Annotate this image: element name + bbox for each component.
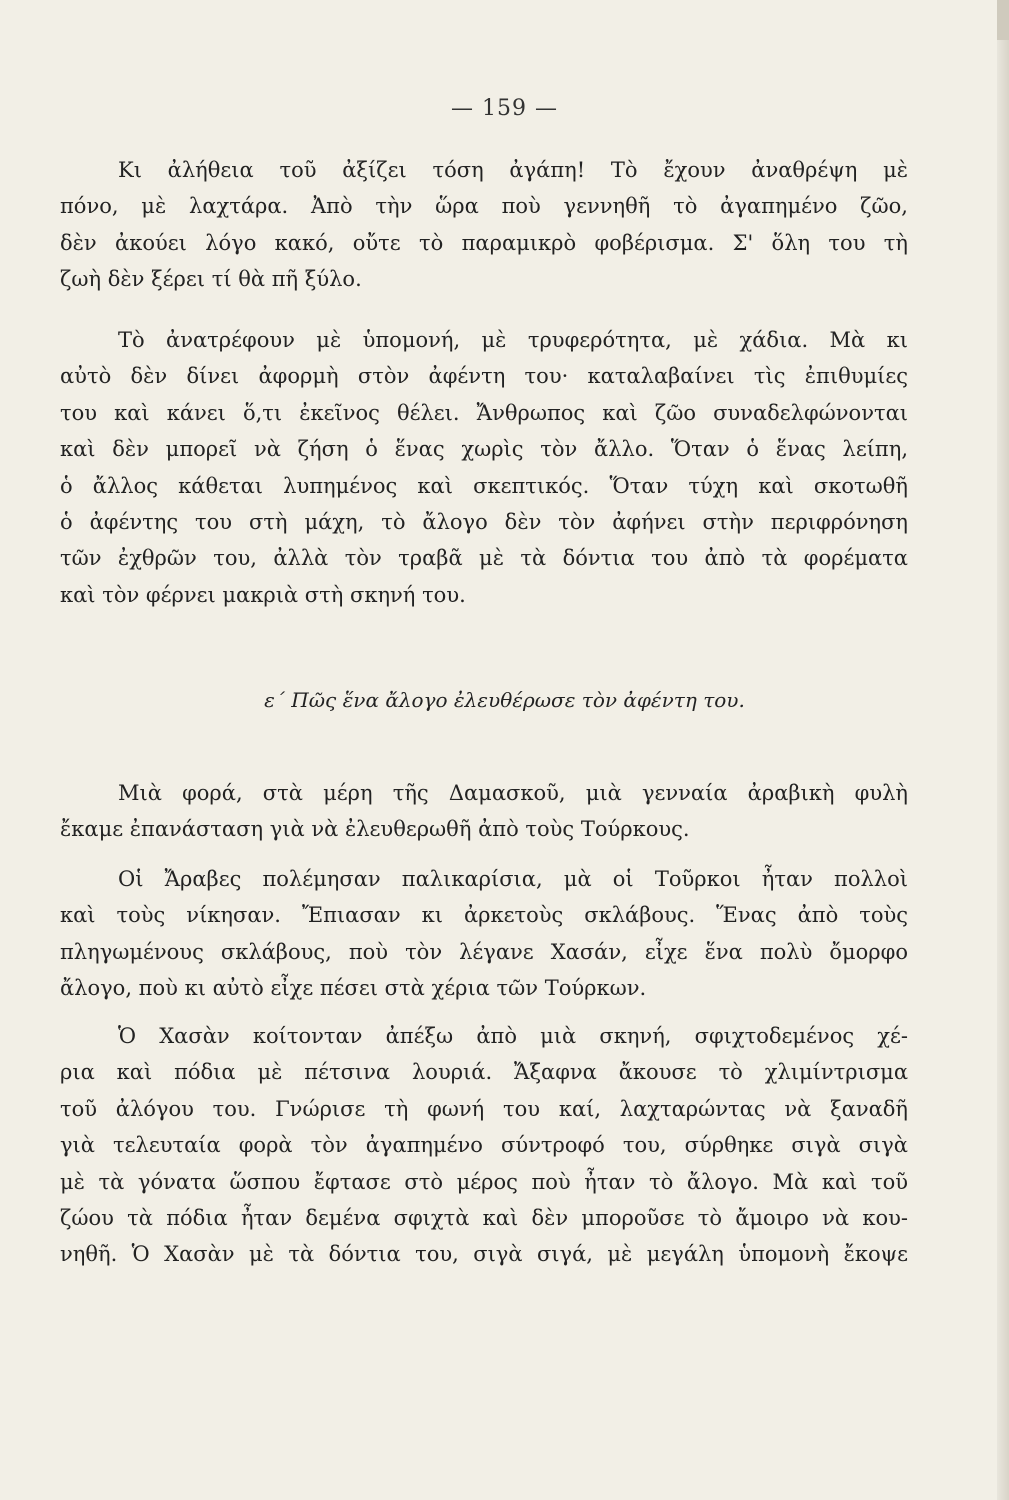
text-line: Τὸ ἀνατρέφουν μὲ ὑπομονή, μὲ τρυφερότητα, μὲ χάδια. Μὰ κι bbox=[118, 328, 908, 352]
text-line: ρια καὶ πόδια μὲ πέτσινα λουριά. Ἄξαφνα ἄκουσε τὸ χλιμίντρισμα bbox=[60, 1060, 908, 1085]
text-line: Ὁ Χασὰν κοίτονταν ἀπέξω ἀπὸ μιὰ σκηνή, σφιχτοδεμένος χέ- bbox=[118, 1024, 908, 1048]
page-number: — 159 — bbox=[451, 96, 558, 121]
paragraph-5 bbox=[60, 1018, 908, 1273]
text-line: ζώου τὰ πόδια ἦταν δεμένα σφιχτὰ καὶ δὲν μποροῦσε τὸ ἄμοιρο νὰ κου- bbox=[60, 1206, 908, 1231]
text-line: μὲ τὰ γόνατα ὥσπου ἔφτασε στὸ μέρος ποὺ ἦταν τὸ ἄλογο. Μὰ καὶ τοῦ bbox=[60, 1169, 908, 1194]
text-line: πόνο, μὲ λαχτάρα. Ἀπὸ τὴν ὥρα ποὺ γεννηθῆ τὸ ἀγαπημένο ζῶο, bbox=[60, 194, 908, 219]
text-line: ἄλογο, ποὺ κι αὐτὸ εἶχε πέσει στὰ χέρια τῶν Τούρκων. bbox=[60, 976, 647, 1001]
paragraph-1 bbox=[60, 152, 908, 298]
text-line: πληγωμένους σκλάβους, ποὺ τὸν λέγανε Χασάν, εἶχε ἕνα πολὺ ὄμορφο bbox=[60, 939, 908, 964]
page-corner-shadow bbox=[997, 0, 1009, 40]
text-line: τοῦ ἀλόγου του. Γνώρισε τὴ φωνή του καί, λαχταρώντας νὰ ξαναδῆ bbox=[60, 1096, 908, 1121]
text-line: καὶ δὲν μπορεῖ νὰ ζήση ὁ ἕνας χωρὶς τὸν ἄλλο. Ὅταν ὁ ἕνας λείπη, bbox=[60, 437, 908, 462]
text-line: δὲν ἀκούει λόγο κακό, οὔτε τὸ παραμικρὸ φοβέρισμα. Σ' ὅλη του τὴ bbox=[60, 230, 908, 255]
text-line: καὶ τὸν φέρνει μακριὰ στὴ σκηνή του. bbox=[60, 582, 466, 607]
text-line: γιὰ τελευταία φορὰ τὸν ἀγαπημένο σύντροφό του, σύρθηκε σιγὰ σιγὰ bbox=[60, 1133, 908, 1158]
page-edge bbox=[997, 0, 1009, 1500]
text-line: ζωὴ δὲν ξέρει τί θὰ πῆ ξύλο. bbox=[60, 267, 362, 292]
text-line: καὶ τοὺς νίκησαν. Ἔπιασαν κι ἀρκετοὺς σκλάβους. Ἕνας ἀπὸ τοὺς bbox=[60, 903, 908, 928]
text-line: τῶν ἐχθρῶν του, ἀλλὰ τὸν τραβᾶ μὲ τὰ δόντια του ἀπὸ τὰ φορέματα bbox=[60, 546, 908, 571]
text-line: νηθῆ. Ὁ Χασὰν μὲ τὰ δόντια του, σιγὰ σιγά, μὲ μεγάλη ὑπομονὴ ἔκοψε bbox=[60, 1242, 908, 1267]
text-line: Κι ἀλήθεια τοῦ ἀξίζει τόση ἀγάπη! Τὸ ἔχουν ἀναθρέψη μὲ bbox=[118, 158, 908, 182]
paragraph-3 bbox=[60, 775, 908, 848]
text-line: ὁ ἀφέντης του στὴ μάχη, τὸ ἄλογο δὲν τὸν ἀφήνει στὴν περιφρόνηση bbox=[60, 510, 908, 535]
paragraph-4 bbox=[60, 861, 908, 1007]
text-line: Μιὰ φορά, στὰ μέρη τῆς Δαμασκοῦ, μιὰ γενναία ἀραβικὴ φυλὴ bbox=[118, 781, 908, 805]
text-line: του καὶ κάνει ὅ,τι ἐκεῖνος θέλει. Ἄνθρωπος καὶ ζῶο συναδελφώνονται bbox=[60, 400, 908, 425]
text-line: ἔκαμε ἐπανάσταση γιὰ νὰ ἐλευθερωθῆ ἀπὸ τοὺς Τούρκους. bbox=[60, 817, 690, 842]
text-line: αὐτὸ δὲν δίνει ἀφορμὴ στὸν ἀφέντη του· καταλαβαίνει τὶς ἐπιθυμίες bbox=[60, 364, 908, 389]
text-line: ὁ ἄλλος κάθεται λυπημένος καὶ σκεπτικός. Ὅταν τύχη καὶ σκοτωθῆ bbox=[60, 473, 908, 498]
text-line: Οἱ Ἄραβες πολέμησαν παλικαρίσια, μὰ οἱ Τοῦρκοι ἦταν πολλοὶ bbox=[118, 867, 908, 891]
section-heading: ε´ Πῶς ἕνα ἄλογο ἐλευθέρωσε τὸν ἀφέντη του. bbox=[264, 688, 745, 712]
paragraph-2 bbox=[60, 322, 908, 613]
